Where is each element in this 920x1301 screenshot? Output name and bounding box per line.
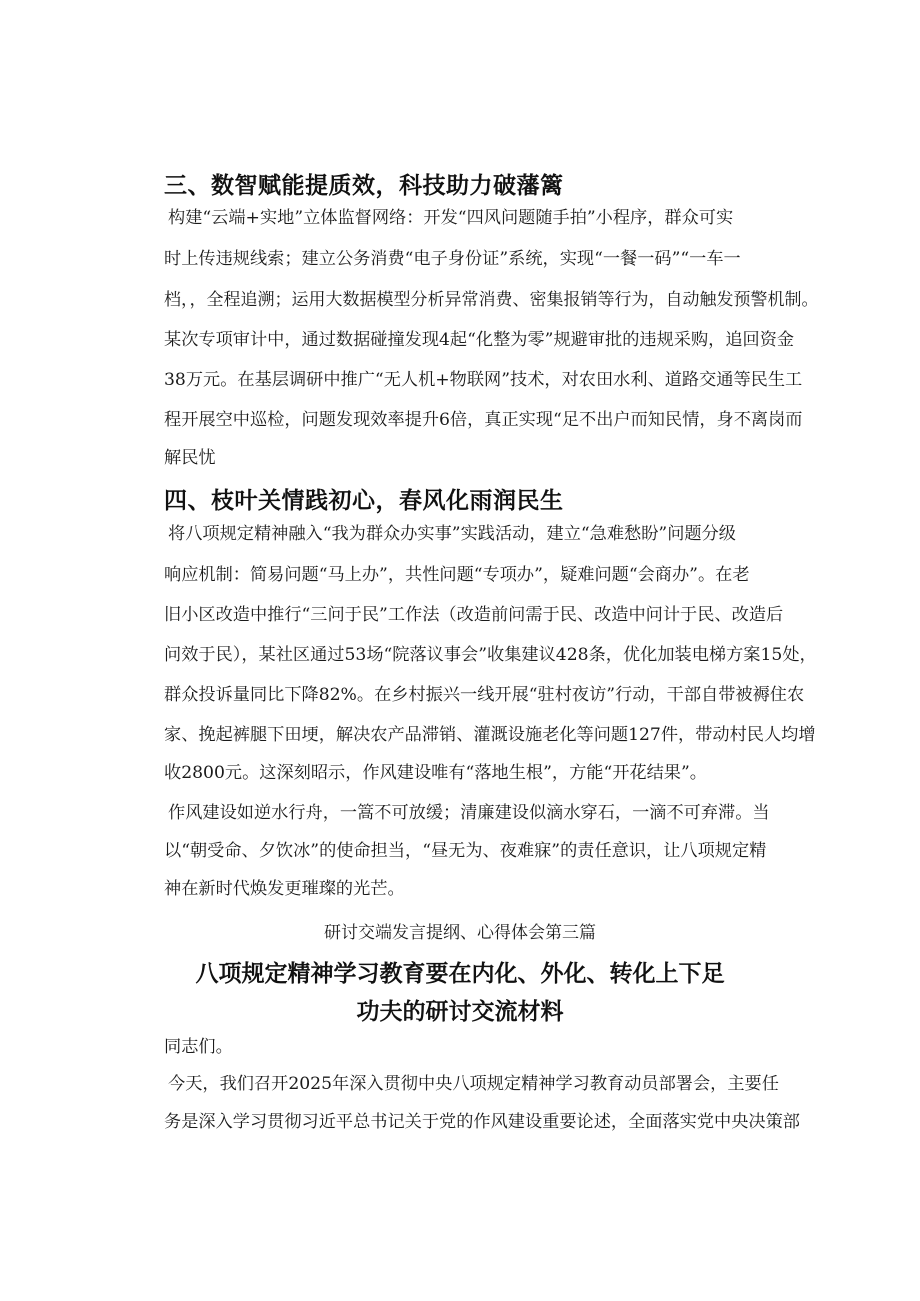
paragraph-line: 将八项规定精神融入“我为群众办实事”实践活动，建立“急难愁盼”问题分级 <box>168 524 736 544</box>
paragraph-line: 38万元。在基层调研中推广“无人机+物联网”技术，对农田水利、道路交通等民生工 <box>164 370 803 390</box>
paragraph-line: 以“朝受命、夕饮冰”的使命担当，“昼无为、夜难寐”的责任意识，让八项规定精 <box>164 841 767 861</box>
article-subtitle: 研讨交端发言提纲、心得体会第三篇 <box>324 923 596 943</box>
paragraph-line: 档，，全程追溯；运用大数据模型分析异常消费、密集报销等行为，自动触发预警机制。 <box>164 290 819 310</box>
paragraph-line: 务是深入学习贯彻习近平总书记关于党的作风建设重要论述，全面落实党中央决策部 <box>164 1112 800 1132</box>
salutation: 同志们。 <box>164 1037 233 1057</box>
paragraph-line: 某次专项审计中，通过数据碰撞发现4起“化整为零”规避审批的违规采购，追回资金 <box>164 330 795 350</box>
section-heading-4: 四、枝叶关情践初心，春风化雨润民生 <box>164 488 564 514</box>
paragraph-line: 今天，我们召开2025年深入贯彻中央八项规定精神学习教育动员部署会，主要任 <box>168 1074 779 1094</box>
paragraph-line: 构建“云端+实地”立体监督网络：开发“四风问题随手拍”小程序，群众可实 <box>168 208 734 228</box>
paragraph-line: 收2800元。这深刻昭示，作风建设唯有“落地生根”，方能“开花结果”。 <box>164 763 707 783</box>
paragraph-line: 神在新时代焕发更璀璨的光芒。 <box>164 879 405 899</box>
paragraph-line: 时上传违规线索；建立公务消费“电子身份证”系统，实现“一餐一码”“一车一 <box>164 249 741 269</box>
section-heading-3: 三、数智赋能提质效，科技助力破藩篱 <box>164 173 564 199</box>
article-title-line-1: 八项规定精神学习教育要在内化、外化、转化上下足 <box>195 961 725 987</box>
paragraph-line: 程开展空中巡检，问题发现效率提升6倍，真正实现“足不出户而知民情，身不离岗而 <box>164 410 803 430</box>
paragraph-line: 问效于民），某社区通过53场“院落议事会”收集建议428条，优化加装电梯方案15处， <box>164 645 817 665</box>
paragraph-line: 解民忧 <box>164 448 216 468</box>
paragraph-line: 家、挽起裤腿下田埂，解决农产品滞销、灌溉设施老化等问题127件，带动村民人均增 <box>164 725 816 745</box>
paragraph-line: 响应机制：简易问题“马上办”，共性问题“专项办”，疑难问题“会商办”。在老 <box>164 565 750 585</box>
article-title-line-2: 功夫的研讨交流材料 <box>356 999 564 1025</box>
paragraph-line: 群众投诉量同比下降82%。在乡村振兴一线开展“驻村夜访”行动，干部自带被褥住农 <box>164 685 805 705</box>
paragraph-line: 作风建设如逆水行舟，一篙不可放缓；清廉建设似滴水穿石，一滴不可弃滞。当 <box>168 803 770 823</box>
paragraph-line: 旧小区改造中推行“三问于民”工作法（改造前问需于民、改造中问计于民、改造后 <box>164 605 784 625</box>
